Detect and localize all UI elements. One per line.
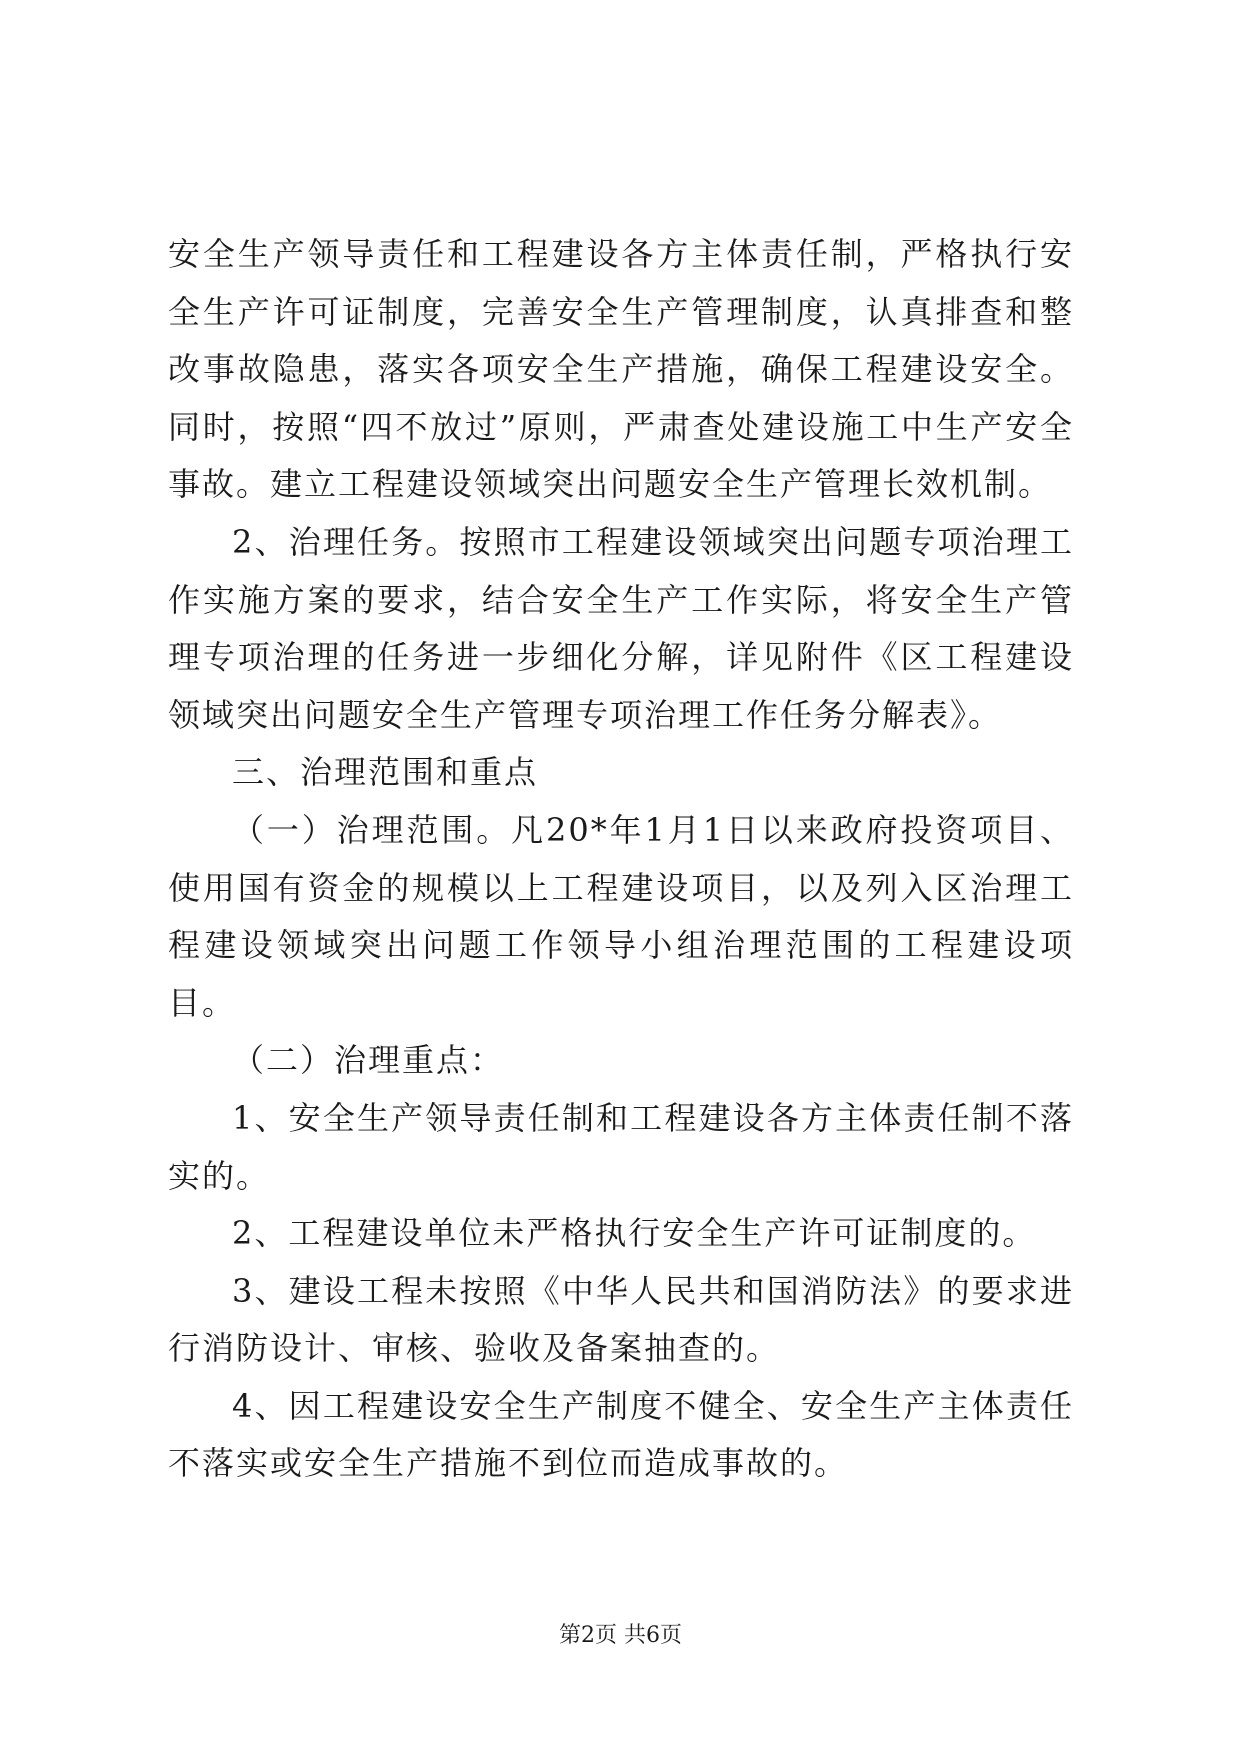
document-body (168, 226, 1074, 1493)
subheading-governance-focus: （二）治理重点： (232, 1041, 505, 1080)
paragraph-governance-tasks: 2、治理任务。按照市工程建设领域突出问题专项治理工作实施方案的要求，结合安全生产工作实际，将安全生产管理专项治理的任务进一步细化分解，详见附件《区工程建设领域突出问题安全生产管理专项治理工作任务分解表》。 (168, 522, 1074, 734)
list-item-2: 2、工程建设单位未严格执行安全生产许可证制度的。 (232, 1214, 1037, 1253)
paragraph-continuation: 安全生产领导责任和工程建设各方主体责任制，严格执行安全生产许可证制度，完善安全生产管理制度，认真排查和整改事故隐患，落实各项安全生产措施，确保工程建设安全。同时，按照“四不放过”原则，严肃查处建设施工中生产安全事故。建立工程建设领域突出问题安全生产管理长效机制。 (168, 235, 1074, 504)
list-item-4: 4、因工程建设安全生产制度不健全、安全生产主体责任不落实或安全生产措施不到位而造成事故的。 (168, 1386, 1074, 1483)
paragraph-governance-scope: （一）治理范围。凡20*年1月1日以来政府投资项目、使用国有资金的规模以上工程建设项目，以及列入区治理工程建设领域突出问题工作领导小组治理范围的工程建设项目。 (168, 810, 1074, 1022)
section-heading-scope-and-focus: 三、治理范围和重点 (232, 753, 539, 792)
page-number-label: 第2页 共6页 (559, 1623, 682, 1648)
list-item-1: 1、安全生产领导责任制和工程建设各方主体责任制不落实的。 (168, 1098, 1074, 1195)
list-item-3: 3、建设工程未按照《中华人民共和国消防法》的要求进行消防设计、审核、验收及备案抽查的。 (168, 1271, 1074, 1368)
page-footer (0, 1621, 1241, 1651)
